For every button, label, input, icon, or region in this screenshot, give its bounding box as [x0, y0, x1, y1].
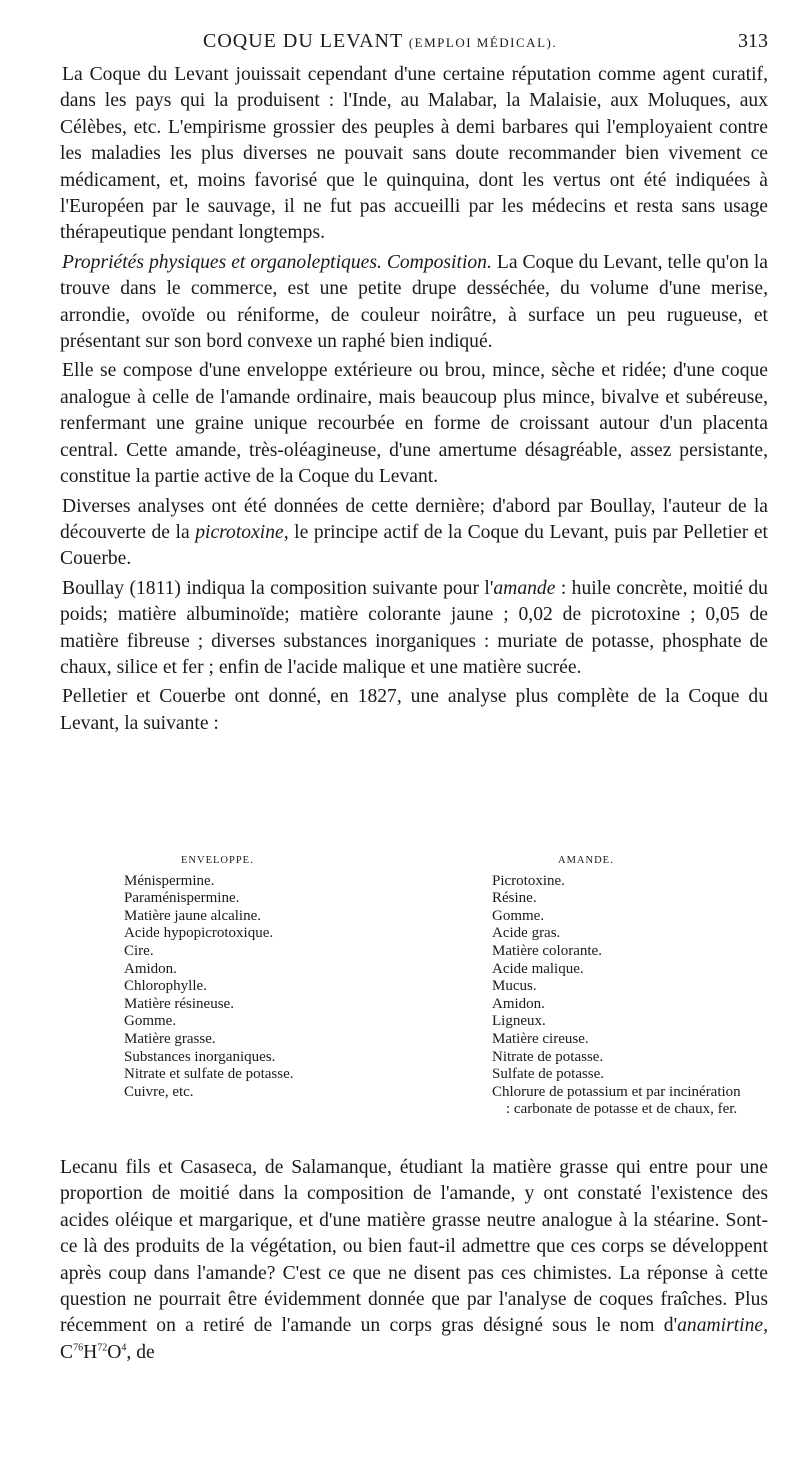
anamirtine-term: anamirtine,	[677, 1315, 768, 1337]
paragraph-6: Pelletier et Couerbe ont donné, en 1827, une analyse plus complète de la Coque du Levant, la suivante :	[60, 686, 768, 734]
paragraph-5-text-b: : huile concrète, moitié du poids; matière albuminoïde; matière colorante jaune ; 0,02 de picrotoxine ; 0,05 de matière fibreuse ; diverses substances inorganiques : muriate de potasse, phosphate de chaux, silice et fer ; enfin de l'acide malique et une matière sucrée.	[60, 577, 768, 678]
page-number: 313	[738, 30, 768, 52]
list-item: Matière cireuse.	[492, 1030, 589, 1047]
enveloppe-list	[124, 873, 424, 1102]
amande-column	[492, 852, 742, 1119]
picrotoxine-term: picrotoxine,	[195, 521, 289, 543]
paragraph-4	[60, 494, 768, 573]
list-item: Ménispermine.	[124, 872, 215, 889]
formula-carbon: C	[60, 1341, 74, 1363]
chemical-formula	[60, 1342, 126, 1363]
list-item: Gomme.	[124, 1013, 177, 1030]
paragraph-3: Elle se compose d'une enveloppe extérieure ou brou, mince, sèche et ridée; d'une coque analogue à celle de l'amande ordinaire, mais beaucoup plus mince, bivalve et subéreuse, renfermant une graine unique recourbée en forme de croissant autour d'un placenta central. Cette amande, très-oléagineuse, d'une amertume désagréable, assez persistante, constitue la partie active de la Coque du Levant.	[60, 360, 768, 488]
list-item: Chlorure de potassium et par incinération : carbonate de potasse et de chaux, fer.	[492, 1083, 741, 1118]
section-heading: Propriétés physiques et organoleptiques. Composition.	[62, 251, 492, 273]
paragraph-5-text-a: Boullay (1811) indiqua la composition suivante pour l'	[62, 577, 494, 599]
list-item: Matière grasse.	[124, 1030, 216, 1047]
paragraph-1: La Coque du Levant jouissait cependant d'une certaine réputation comme agent curatif, dans les pays qui la produisent : l'Inde, au Malabar, la Malaisie, aux Moluques, aux Célèbes, etc. L'empirisme grossier des peuples à demi barbares qui l'employaient contre les maladies les plus diverses ne pouvait sans doute recommander bien vivement ce médicament, et, moins favorisé que le quinquina, dont les vertus ont été indiquées à l'Européen par le sauvage, il ne fut pas accueilli par les médecins et resta sans usage thérapeutique pendant longtemps.	[60, 64, 768, 244]
body-text	[60, 62, 768, 737]
paragraph-5	[60, 576, 768, 682]
list-item: Amidon.	[492, 995, 545, 1012]
paragraph-7-text: Lecanu fils et Casaseca, de Salamanque, étudiant la matière grasse qui entre pour une proportion de moitié dans la composition de l'amande, y ont constaté l'existence des acides oléique et margarique, et d'une matière grasse neutre analogue à la stéarine. Sont-ce là des produits de la végétation, ou bien faut-il admettre que ces corps se développent après coup dans l'amande? C'est ce que ne disent pas ces chimistes. La réponse à cette question ne pourrait être évidemment donnée que par l'analyse de coques fraîches. Plus récemment on a retiré de l'amande un corps gras désigné sous le nom d'	[60, 1157, 768, 1337]
list-item: Acide malique.	[492, 960, 584, 977]
paragraph-7	[60, 1155, 768, 1366]
amande-heading: AMANDE.	[558, 855, 614, 866]
list-item: Amidon.	[124, 960, 177, 977]
list-item: Chlorophylle.	[124, 978, 207, 995]
paragraph-4-text-a: Diverses analyses ont été données de cette dernière; d'abord par Boullay, l'auteur de la découverte de la	[60, 495, 768, 543]
paragraph-2-text: La Coque du Levant, telle qu'on la trouve dans le commerce, est une petite drupe desséchée, du volume d'une merise, arrondie, ovoïde ou réniforme, de couleur noirâtre, à surface un peu rugueuse, et présentant sur son bord convexe un raphé bien indiqué.	[60, 251, 768, 353]
list-item: Mucus.	[492, 978, 537, 995]
list-item: Résine.	[492, 890, 537, 907]
list-item: Acide gras.	[492, 925, 561, 942]
list-item: Sulfate de potasse.	[492, 1066, 605, 1083]
paragraph-7-end: , de	[126, 1341, 155, 1363]
formula-oxygen-count: 4	[121, 1342, 127, 1354]
list-item: Nitrate de potasse.	[492, 1048, 604, 1065]
enveloppe-column	[124, 852, 424, 1101]
composition-table	[0, 852, 800, 1152]
formula-carbon-count: 76	[73, 1342, 84, 1354]
list-item: Gomme.	[492, 907, 545, 924]
list-item: Paraménispermine.	[124, 890, 240, 907]
formula-hydrogen: H	[83, 1341, 98, 1363]
list-item: Matière résineuse.	[124, 995, 234, 1012]
list-item: Matière colorante.	[492, 942, 602, 959]
running-header	[60, 30, 768, 56]
formula-hydrogen-count: 72	[97, 1342, 108, 1354]
list-item: Matière jaune alcaline.	[124, 907, 262, 924]
list-item: Picrotoxine.	[492, 872, 565, 889]
list-item: Acide hypopicrotoxique.	[124, 925, 274, 942]
paragraph-4-text-b: le principe actif de la Coque du Levant, puis par Pelletier et Couerbe.	[60, 521, 768, 570]
bottom-text	[60, 1155, 768, 1366]
amande-list	[492, 873, 742, 1119]
running-title-sub: (EMPLOI MÉDICAL).	[408, 35, 558, 50]
list-item: Nitrate et sulfate de potasse.	[124, 1066, 294, 1083]
list-item: Ligneux.	[492, 1013, 546, 1030]
enveloppe-heading: ENVELOPPE.	[181, 855, 254, 866]
running-title	[203, 30, 557, 53]
paragraph-2	[60, 250, 768, 356]
formula-oxygen: O	[107, 1341, 122, 1363]
amande-term: amande	[493, 577, 556, 599]
running-title-main: COQUE DU LEVANT	[203, 30, 403, 52]
list-item: Cuivre, etc.	[124, 1083, 194, 1100]
list-item: Cire.	[124, 942, 154, 959]
list-item: Substances inorganiques.	[124, 1048, 276, 1065]
